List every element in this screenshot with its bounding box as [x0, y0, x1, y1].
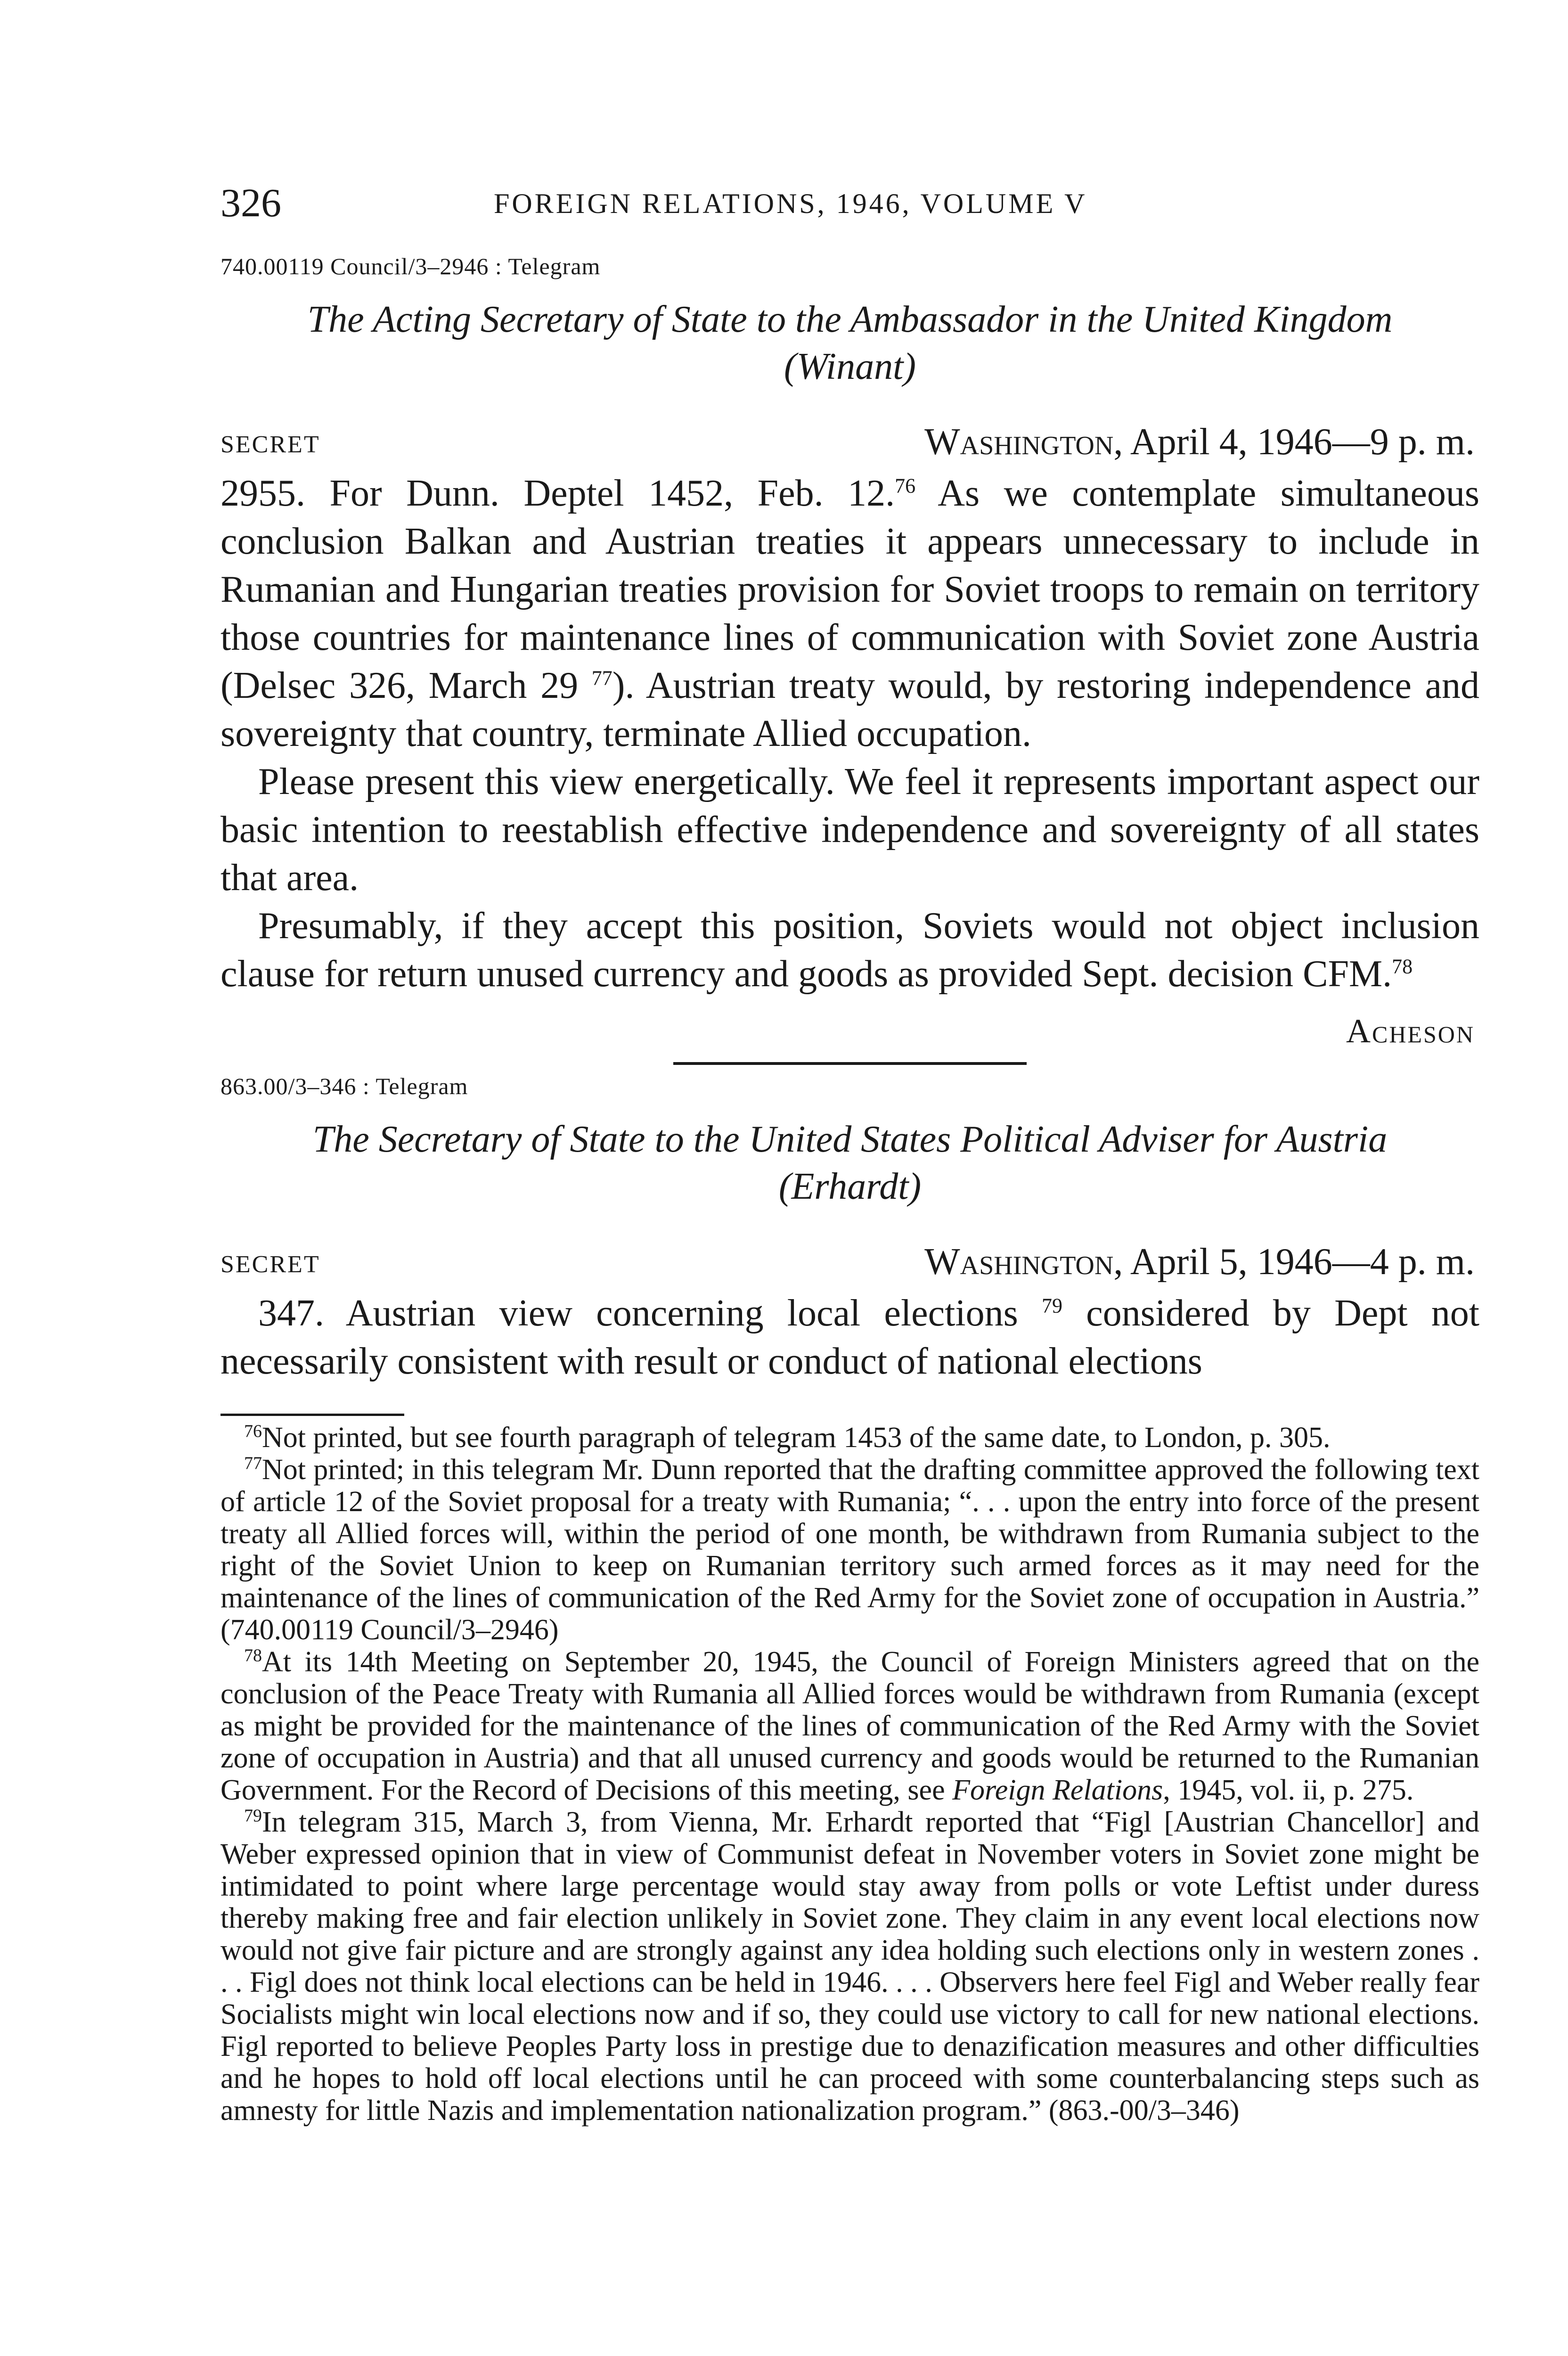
- footnote-number: 76: [244, 1421, 262, 1441]
- text-run: Presumably, if they accept this position, Soviets would not object inclusion clause for return unused currency and goods as provided Sept. decision CFM.: [220, 905, 1479, 995]
- file-reference: 740.00119 Council/3–2946 : Telegram: [220, 253, 601, 279]
- document-page: [220, 179, 1479, 2127]
- dateline: [220, 1238, 1479, 1289]
- telegram-body: [220, 469, 1479, 998]
- paragraph: [220, 1289, 1479, 1385]
- text-run: As we contemplate simultaneous conclusion Balkan and Austrian treaties it appears unnecessary to include in Rumanian and Hungarian treaties provision for Soviet troops to remain on territory those countries for maintenance lines of communication with Soviet zone Austria (Delsec 326, March 29: [220, 473, 1479, 706]
- date: , April 4, 1946—9 p. m.: [1113, 421, 1475, 463]
- file-reference: 863.00/3–346 : Telegram: [220, 1073, 468, 1099]
- footnote: [220, 1422, 1479, 1454]
- footnote-number: 77: [244, 1453, 262, 1473]
- footnote-text: In telegram 315, March 3, from Vienna, Mr. Erhardt reported that “Figl [Austrian Chancellor] and Weber expressed opinion that in view of Communist defeat in November voters in Soviet zone might be intimidated to point where large percentage would stay away from polls or vote Leftist under duress thereby making free and fair election unlikely in Soviet zone. They claim in any event local elections now would not give fair picture and are strongly against any idea holding such elections only in western zones . . . Figl does not think local elections can be held in 1946. . . . Observers here feel Figl and Weber really fear Socialists might win local elections now and if so, they could use victory to call for new national elections. Figl reported to believe Peoples Party loss in prestige due to denazification measures and other difficulties and he hopes to hold off local elections until he can proceed with some counterbalancing steps such as amnesty for little Nazis and implementation nationalization program.” (863.-00/3–346): [220, 1806, 1479, 2127]
- place: Washington: [924, 421, 1114, 463]
- place-date: [924, 1238, 1475, 1285]
- date: , April 5, 1946—4 p. m.: [1113, 1241, 1475, 1283]
- footnote-divider: [220, 1414, 404, 1416]
- running-title: FOREIGN RELATIONS, 1946, VOLUME V: [494, 188, 1087, 219]
- page-number: 326: [220, 180, 281, 225]
- running-header: [220, 179, 1479, 231]
- signature: Acheson: [1346, 1012, 1475, 1050]
- footnote-text: At its 14th Meeting on September 20, 1945, the Council of Foreign Ministers agreed that on the conclusion of the Peace Treaty with Rumania all Allied forces would be withdrawn from Rumania (except as might be provided for the maintenance of the lines of communication of the Red Army with the Soviet zone of occupation in Austria) and that all unused currency and goods would be returned to the Rumanian Government. For the Record of Decisions of this meeting, see: [220, 1646, 1479, 1806]
- text-run: considered by Dept not necessarily consistent with result or conduct of national elections: [220, 1293, 1480, 1382]
- telegram-body: [220, 1289, 1479, 1385]
- footnote-citation: Foreign Relations: [952, 1774, 1163, 1806]
- footnotes: [220, 1422, 1479, 2127]
- footnote: [220, 1806, 1479, 2127]
- paragraph: [220, 469, 1479, 758]
- footnote-number: 78: [244, 1645, 262, 1666]
- document-title: The Acting Secretary of State to the Ambassador in the United Kingdom (Winant): [307, 299, 1393, 387]
- place: Washington: [924, 1241, 1114, 1283]
- classification-label: SECRET: [220, 431, 320, 458]
- paragraph: [220, 902, 1479, 998]
- paragraph: Please present this view energetically. We feel it represents important aspect our basic intention to reestablish effective independence and sovereignty of all states that area.: [220, 761, 1479, 899]
- footnote-number: 79: [244, 1806, 262, 1826]
- dateline: [220, 418, 1479, 469]
- text-run: 347. Austrian view concerning local elections: [258, 1293, 1018, 1334]
- footnote: [220, 1454, 1479, 1646]
- footnote: [220, 1646, 1479, 1806]
- section-divider: [673, 1062, 1027, 1065]
- footnote-ref[interactable]: 79: [1041, 1294, 1062, 1317]
- text-run: ). Austrian treaty would, by restoring independence and sovereignty that country, terminate Allied occupation.: [220, 665, 1480, 754]
- footnote-ref[interactable]: 77: [591, 666, 612, 690]
- footnote-ref[interactable]: 76: [895, 474, 916, 498]
- text-run: 2955. For Dunn. Deptel 1452, Feb. 12.: [220, 473, 895, 514]
- classification-label: SECRET: [220, 1251, 320, 1278]
- document-title: The Secretary of State to the United States Political Adviser for Austria (Erhardt): [312, 1119, 1388, 1207]
- place-date: [924, 418, 1475, 466]
- footnote-text: Not printed; in this telegram Mr. Dunn reported that the drafting committee approved the following text of article 12 of the Soviet proposal for a treaty with Rumania; “. . . upon the entry into force of the present treaty all Allied forces will, within the period of one month, be withdrawn from Rumania subject to the right of the Soviet Union to keep on Rumanian territory such armed forces as it may need for the maintenance of the lines of communication of the Red Army for the Soviet zone of occupation in Austria.” (740.00119 Council/3–2946): [220, 1454, 1479, 1646]
- footnote-text: , 1945, vol. ii, p. 275.: [1163, 1774, 1414, 1806]
- footnote-ref[interactable]: 78: [1392, 955, 1413, 978]
- footnote-text: Not printed, but see fourth paragraph of telegram 1453 of the same date, to London, p. 305.: [262, 1422, 1331, 1454]
